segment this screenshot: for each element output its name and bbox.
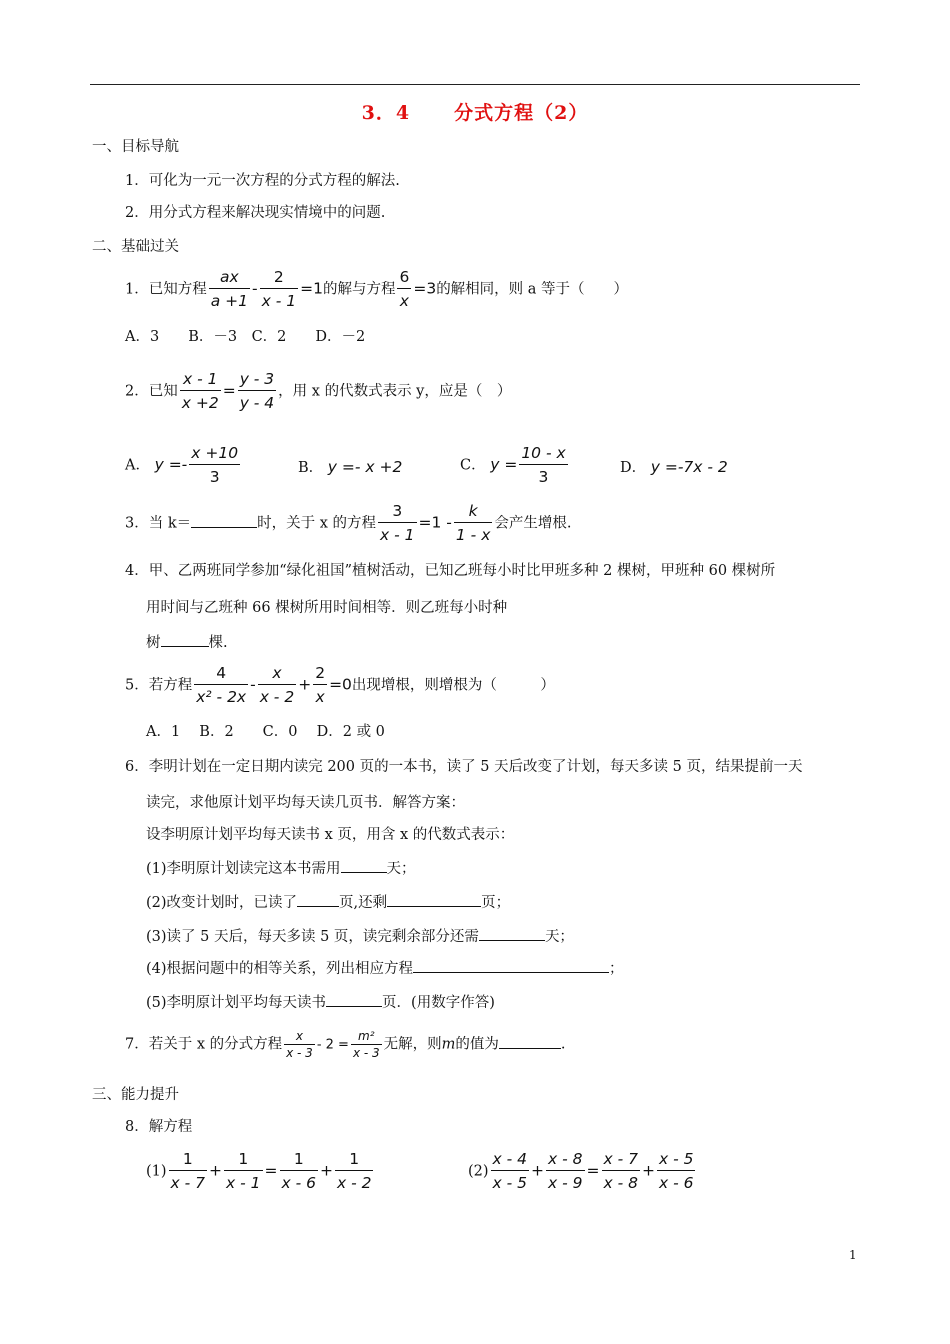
question-7: 7．若关于 x 的分式方程 $\frac{x}{x - 3}$ - 2 = $\frac{\text{m²}}{x - 3}$ 无解，则m的值为 . xyxy=(125,1029,566,1060)
question-6-part-3: (3)读了 5 天后，每天多读 5 页，读完剩余部分还需 天； xyxy=(146,926,574,948)
question-6-part-5: (5)李明原计划平均每天读书 页．(用数字作答) xyxy=(146,992,495,1014)
question-6-part-2: (2)改变计划时，已读了 页,还剩 页； xyxy=(146,892,510,914)
question-2-option-d: D． y =-7x - 2 xyxy=(620,458,728,476)
question-4-line-3: 树 棵. xyxy=(146,632,228,654)
section-basics: 二、基础过关 xyxy=(92,239,179,255)
question-6-part-4: (4)根据问题中的相等关系，列出相应方程 ； xyxy=(146,958,624,980)
section-goals: 一、目标导航 xyxy=(92,139,179,155)
question-4-line-2: 用时间与乙班种 66 棵树所用时间相等．则乙班每小时种 xyxy=(146,600,508,616)
question-5: 5．若方程 $\frac{4}{\text{x² - 2x}}$ - $\frac{x}{x - 2}$ + $\frac{2}{x}$ =0出现增根，则增根为（ ） xyxy=(125,664,555,706)
goal-1: 1．可化为一元一次方程的分式方程的解法. xyxy=(125,173,400,189)
section-ability: 三、能力提升 xyxy=(92,1087,179,1103)
question-5-options: A．1 B．2 C．0 D．2 或 0 xyxy=(146,724,385,740)
question-3: 3．当 k＝ 时，关于 x 的方程 $\frac{3}{x - 1}$ =1 - $\frac{k}{1 - x}$ 会产生增根. xyxy=(125,502,572,544)
question-2-option-c: C． y = $\frac{10 - x}{3}$ xyxy=(460,444,566,486)
question-8-part-2: (2) $\frac{x - 4}{x - 5}$ + $\frac{x - 8}{x - 9}$ = $\frac{x - 7}{x - 8}$ + $\frac{x - 5}{x - 6}$ xyxy=(468,1150,694,1192)
question-8-part-1: (1) $\frac{1}{x - 7}$ + $\frac{1}{x - 1}$ = $\frac{1}{x - 6}$ + $\frac{1}{x - 2}$ xyxy=(146,1150,372,1192)
question-2: 2．已知 $\frac{x - 1}{x +2}$ = $\frac{y - 3}{y - 4}$ ，用 x 的代数式表示 y，应是（ ） xyxy=(125,370,512,412)
question-2-option-b: B． y =- x +2 xyxy=(298,458,403,476)
question-8: 8．解方程 xyxy=(125,1119,193,1135)
header-rule xyxy=(90,84,860,85)
question-6-line-3: 设李明原计划平均每天读书 x 页，用含 x 的代数式表示： xyxy=(146,827,515,843)
question-6-part-1: (1)李明原计划读完这本书需用 天； xyxy=(146,858,416,880)
page-number: 1 xyxy=(849,1248,857,1262)
question-6-line-1: 6．李明计划在一定日期内读完 200 页的一本书，读了 5 天后改变了计划，每天多读 5 页，结果提前一天 xyxy=(125,759,803,775)
page-title: 3．4 分式方程（2） xyxy=(361,102,589,124)
question-1: 1．已知方程 $\frac{ax}{a +1}$ - $\frac{2}{x - 1}$ =1的解与方程 $\frac{6}{x}$ =3的解相同，则 a 等于（ ） xyxy=(125,268,629,310)
question-4-line-1: 4．甲、乙两班同学参加“绿化祖国”植树活动，已知乙班每小时比甲班多种 2 棵树，甲班种 60 棵树所 xyxy=(125,563,776,579)
question-6-line-2: 读完，求他原计划平均每天读几页书．解答方案： xyxy=(146,795,465,811)
goal-2: 2．用分式方程来解决现实情境中的问题. xyxy=(125,205,386,221)
question-2-option-a: A． y =- $\frac{x +10}{3}$ xyxy=(125,444,239,486)
question-1-options: A．3 B．－3 C．2 D．－2 xyxy=(125,329,366,345)
